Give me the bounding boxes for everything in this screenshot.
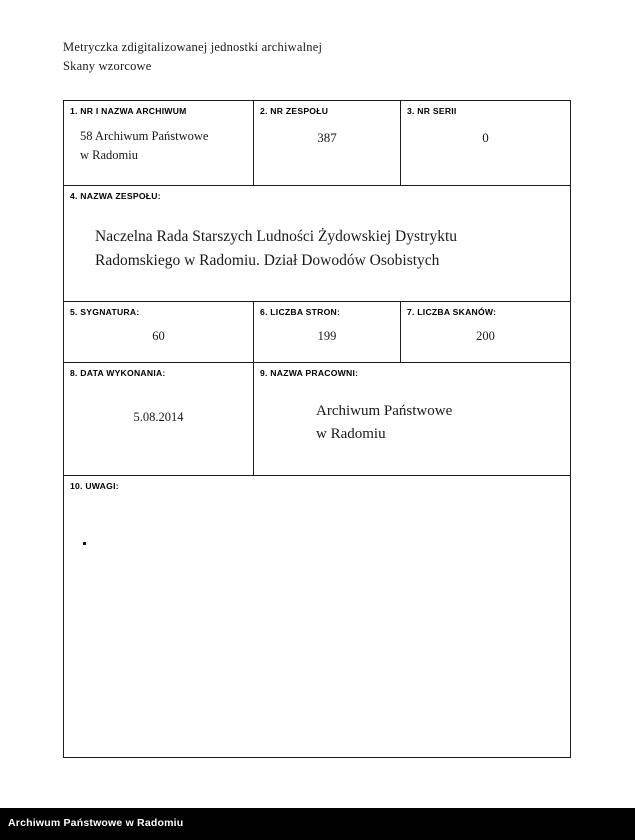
value-scan-count: 200 [476, 329, 495, 343]
document-header [63, 38, 322, 77]
workshop-line-1: Archiwum Państwowe [316, 403, 453, 419]
value-fond-number: 387 [317, 130, 337, 145]
cell-workshop-name [254, 363, 571, 476]
label-signature: 5. SYGNATURA: [70, 307, 140, 317]
fond-name-line-2: Radomskiego w Radomiu. Dział Dowodów Osobistych [95, 251, 440, 269]
label-remarks: 10. UWAGI: [70, 481, 119, 491]
value-workshop-name [254, 378, 570, 445]
table-row-4 [64, 363, 571, 476]
value-execution-date: 5.08.2014 [133, 410, 184, 424]
cell-fond-number [254, 101, 401, 186]
label-scan-count: 7. LICZBA SKANÓW: [407, 307, 497, 317]
label-fond-name: 4. NAZWA ZESPOŁU: [70, 191, 161, 201]
cell-series-number [401, 101, 571, 186]
value-series-number: 0 [482, 130, 489, 145]
cell-archive-name [64, 101, 254, 186]
table-row-5 [64, 476, 571, 758]
cell-signature [64, 302, 254, 363]
cell-page-count [254, 302, 401, 363]
label-series-number: 3. NR SERII [407, 106, 457, 116]
table-row-2 [64, 186, 571, 302]
workshop-line-2: w Radomiu [316, 425, 386, 442]
metrics-table [63, 100, 571, 758]
value-signature: 60 [152, 329, 165, 343]
table-row-1 [64, 101, 571, 186]
archive-name-line-2: w Radomiu [80, 147, 138, 162]
label-fond-number: 2. NR ZESPOŁU [260, 106, 329, 116]
footer-bar [0, 808, 635, 840]
cell-fond-name [64, 186, 571, 302]
header-line-1: Metryczka zdigitalizowanej jednostki archiwalnej [63, 40, 323, 54]
cell-execution-date [64, 363, 254, 476]
value-archive-name [64, 116, 253, 165]
cell-scan-count [401, 302, 571, 363]
label-page-count: 6. LICZBA STRON: [260, 307, 341, 317]
remarks-dot-mark [83, 542, 86, 545]
footer-institution-label: Archiwum Państwowe w Radomiu [8, 817, 184, 829]
label-workshop-name: 9. NAZWA PRACOWNI: [260, 368, 359, 378]
value-fond-name [64, 201, 570, 272]
fond-name-line-1: Naczelna Rada Starszych Ludności Żydowskiej Dystryktu [95, 228, 458, 245]
archive-name-line-1: 58 Archiwum Państwowe [80, 129, 209, 143]
label-execution-date: 8. DATA WYKONANIA: [70, 368, 166, 378]
table-row-3 [64, 302, 571, 363]
value-page-count: 199 [317, 329, 337, 343]
label-archive-name: 1. NR I NAZWA ARCHIWUM [70, 106, 187, 116]
cell-remarks [64, 476, 571, 758]
header-line-2: Skany wzorcowe [63, 59, 152, 74]
